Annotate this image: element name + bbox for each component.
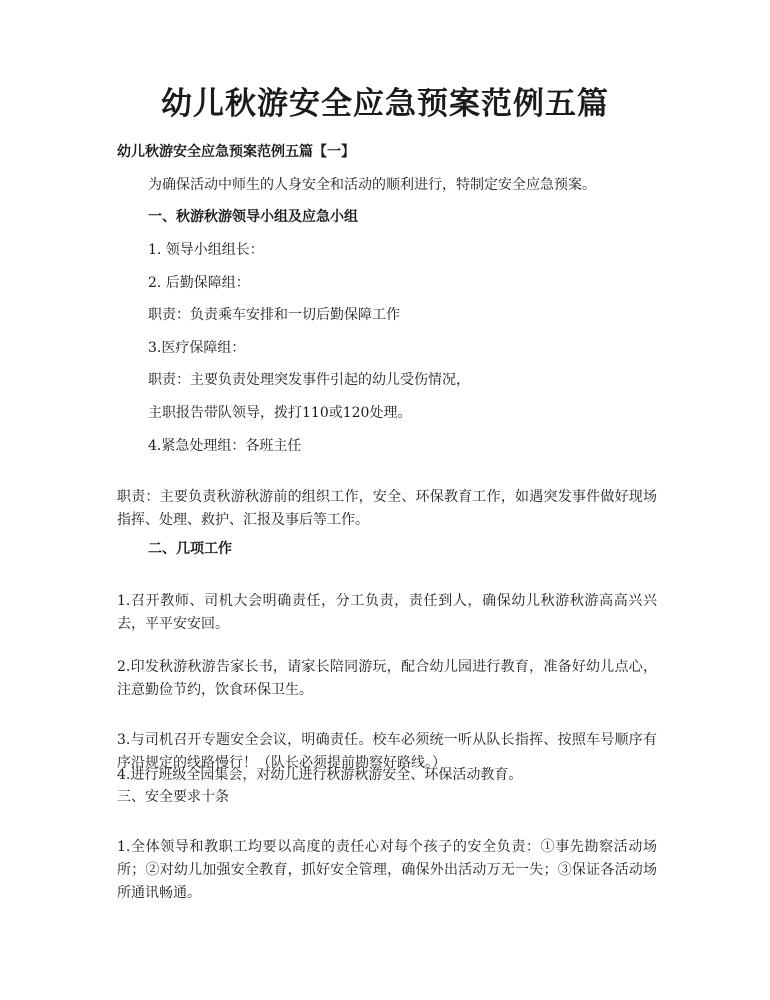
item-medical-report: 主职报告带队领导，拨打110或120处理。 <box>148 405 412 421</box>
item-medical-group: 3.医疗保障组： <box>148 340 246 356</box>
item-logistics-group: 2. 后勤保障组： <box>148 275 250 291</box>
work-item-1: 1.召开教师、司机大会明确责任，分工负责，责任到人，确保幼儿秋游秋游高高兴兴去，平平安安回。 <box>117 593 657 632</box>
item-leader: 1. 领导小组组长： <box>148 242 264 258</box>
work-item-2: 2.印发秋游秋游告家长书，请家长陪同游玩，配合幼儿园进行教育，准备好幼儿点心，注意勤俭节约，饮食环保卫生。 <box>117 659 657 698</box>
section-heading: 幼儿秋游安全应急预案范例五篇【一】 <box>117 144 355 160</box>
work-item-3: 3.与司机召开专题安全会议，明确责任。校车必须统一听从队长指挥、按照车号顺序有序沿规定的线路慢行！（队长必须提前勘察好路线。） <box>117 732 657 771</box>
safety-requirement-1: 1.全体领导和教职工均要以高度的责任心对每个孩子的安全负责：①事先勘察活动场所；②对幼儿加强安全教育，抓好安全管理，确保外出活动万无一失；③保证各活动场所通讯畅通。 <box>117 839 657 901</box>
document-title: 幼儿秋游安全应急预案范例五篇 <box>161 86 609 122</box>
item-logistics-duty: 职责：负责乘车安排和一切后勤保障工作 <box>148 307 400 323</box>
intro-paragraph: 为确保活动中师生的人身安全和活动的顺利进行，特制定安全应急预案。 <box>148 177 596 193</box>
work-item-4: 4.进行班级全园集会，对幼儿进行秋游秋游安全、环保活动教育。 <box>117 767 523 783</box>
heading-work-items: 二、几项工作 <box>148 541 232 557</box>
item-emergency-duty: 职责：主要负责秋游秋游前的组织工作，安全、环保教育工作，如遇突发事件做好现场指挥、处理、救护、汇报及事后等工作。 <box>117 489 657 528</box>
heading-leadership-group: 一、秋游秋游领导小组及应急小组 <box>148 209 358 225</box>
item-medical-duty: 职责：主要负责处理突发事件引起的幼儿受伤情况， <box>148 372 470 388</box>
heading-safety-requirements: 三、安全要求十条 <box>117 789 229 805</box>
item-emergency-group: 4.紧急处理组：各班主任 <box>148 438 302 454</box>
